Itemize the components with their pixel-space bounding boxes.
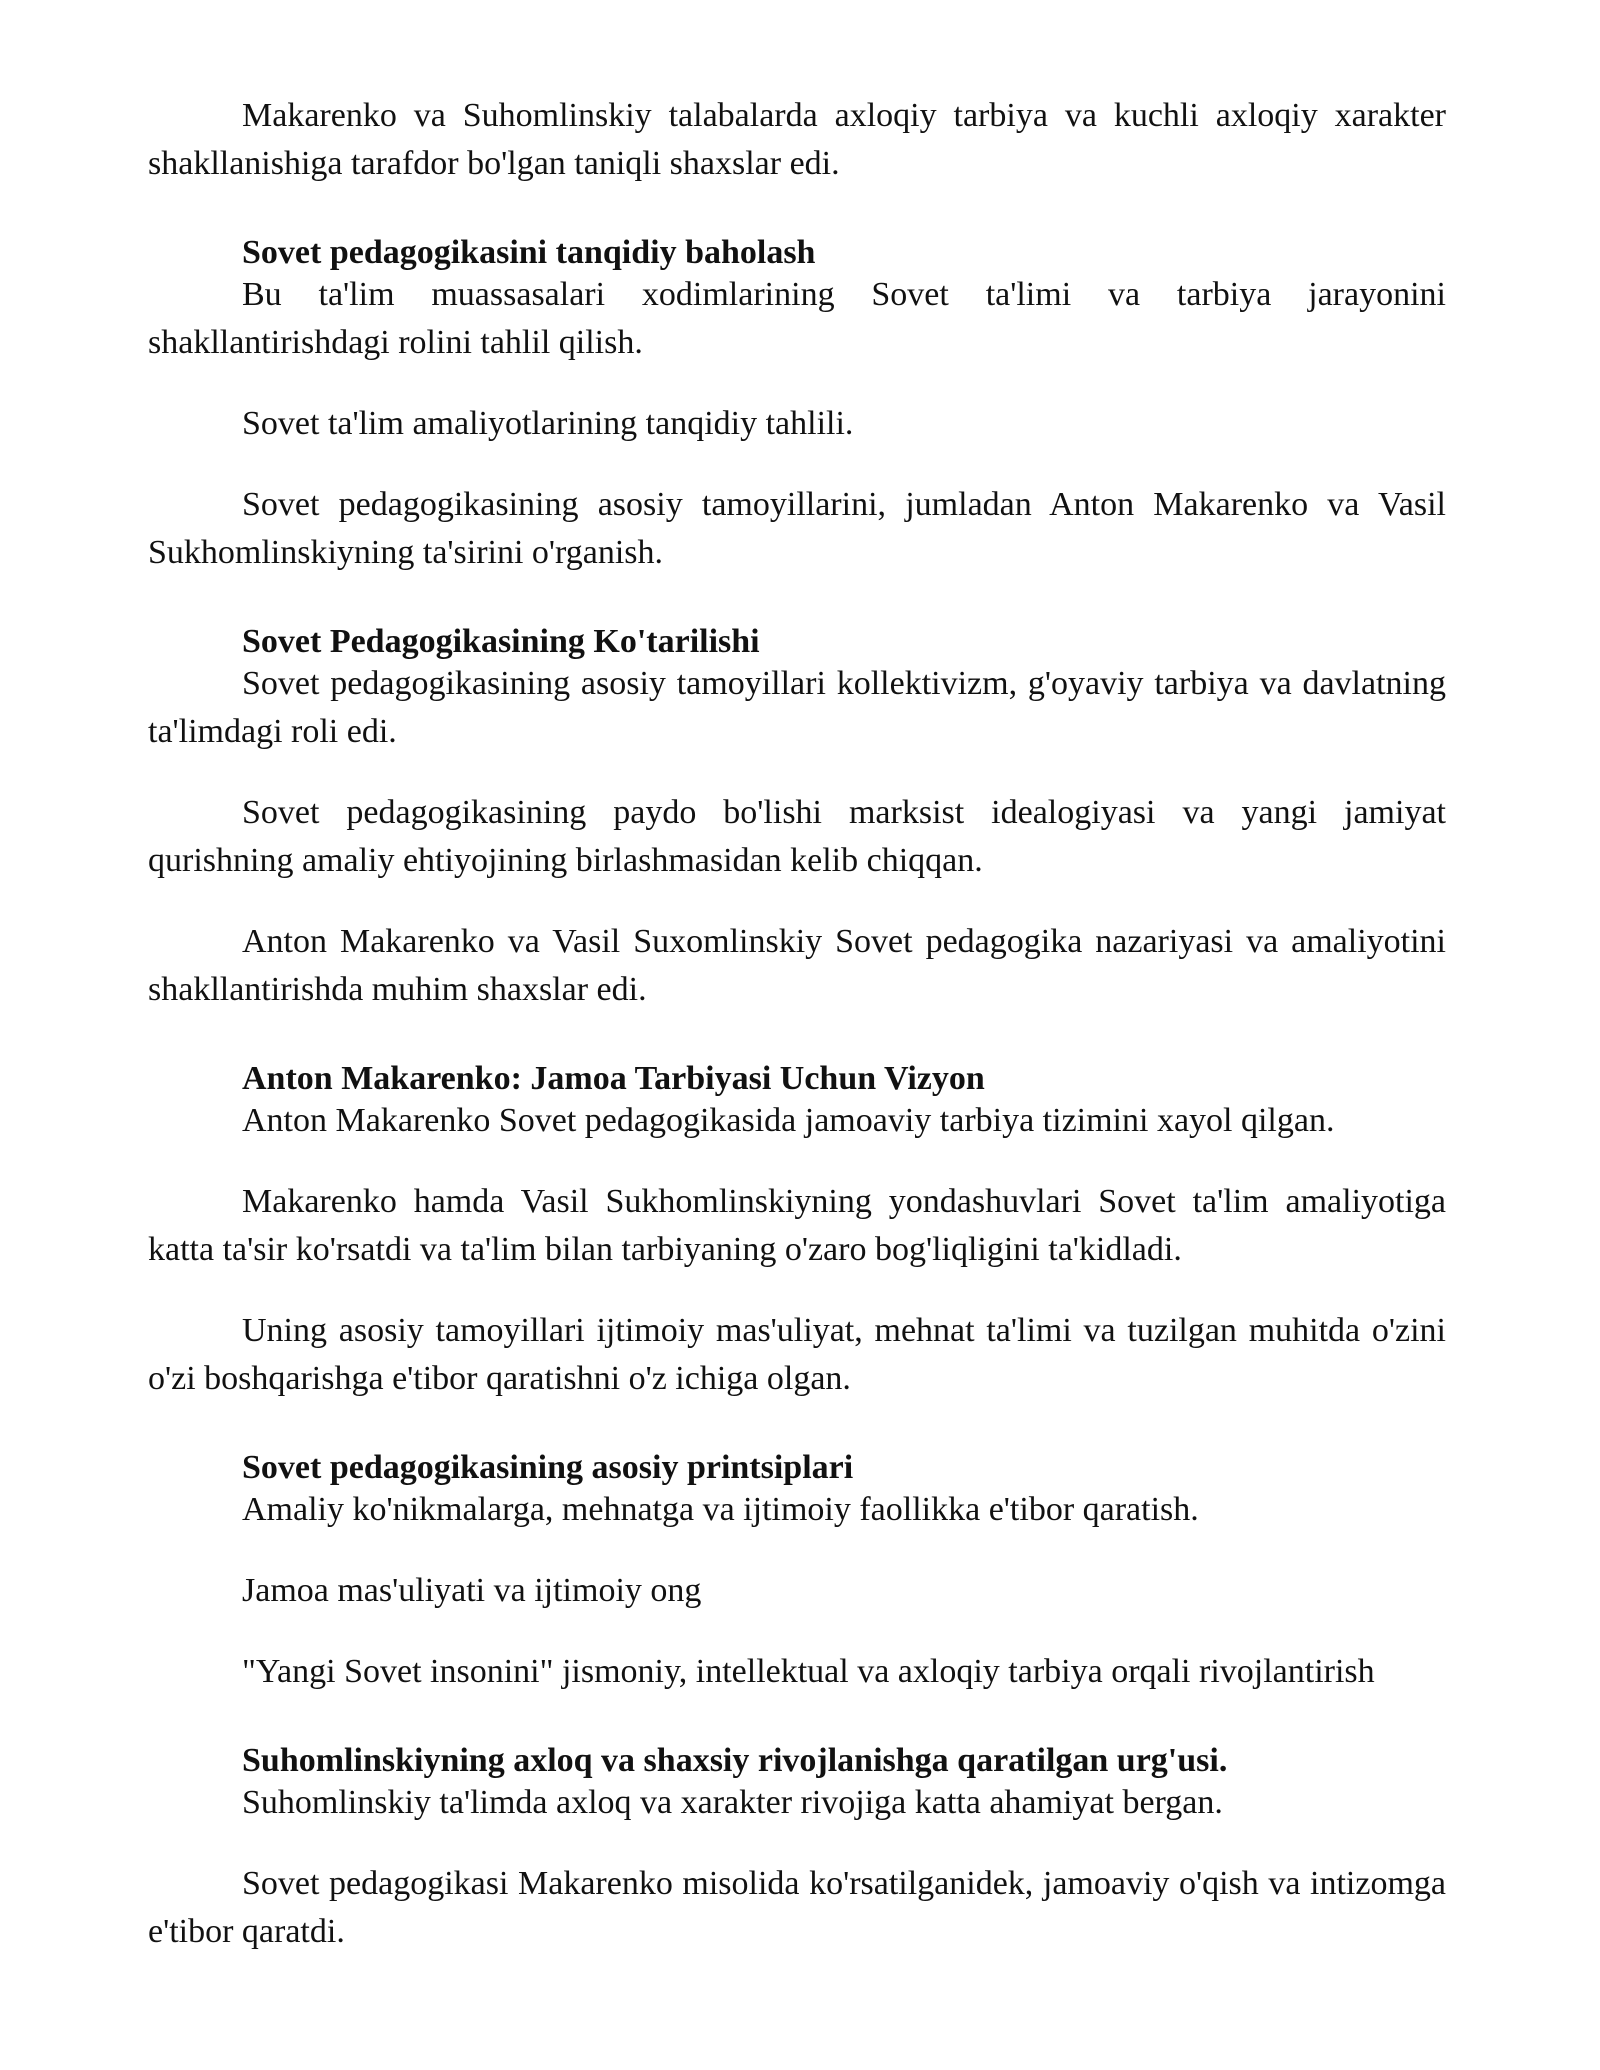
section-heading: Anton Makarenko: Jamoa Tarbiyasi Uchun Vizyon bbox=[242, 1060, 985, 1097]
section-rise-of-soviet-pedagogy bbox=[148, 618, 1446, 1014]
section-key-principles bbox=[148, 1444, 1446, 1696]
paragraph: Anton Makarenko Sovet pedagogikasida jamoaviy tarbiya tizimini xayol qilgan. bbox=[242, 1102, 1335, 1139]
paragraph: Jamoa mas'uliyati va ijtimoiy ong bbox=[242, 1572, 702, 1609]
section-critical-assessment bbox=[148, 229, 1446, 577]
paragraph: Sovet pedagogikasining asosiy tamoyillari kollektivizm, g'oyaviy tarbiya va davlatning ta'limdagi roli edi. bbox=[148, 665, 1446, 750]
section-suhomlinskiy-emphasis bbox=[148, 1737, 1446, 1956]
section-heading: Sovet Pedagogikasining Ko'tarilishi bbox=[242, 623, 760, 660]
intro-paragraph: Makarenko va Suhomlinskiy talabalarda axloqiy tarbiya va kuchli axloqiy xarakter shakllanishiga tarafdor bo'lgan taniqli shaxslar edi. bbox=[148, 97, 1446, 182]
paragraph: Uning asosiy tamoyillari ijtimoiy mas'uliyat, mehnat ta'limi va tuzilgan muhitda o'zini o'zi boshqarishga e'tibor qaratishni o'z ichiga olgan. bbox=[148, 1312, 1446, 1397]
paragraph: "Yangi Sovet insonini" jismoniy, intellektual va axloqiy tarbiya orqali rivojlantirish bbox=[242, 1653, 1375, 1690]
paragraph: Suhomlinskiy ta'limda axloq va xarakter rivojiga katta ahamiyat bergan. bbox=[242, 1784, 1223, 1821]
paragraph: Bu ta'lim muassasalari xodimlarining Sovet ta'limi va tarbiya jarayonini shakllantirishdagi rolini tahlil qilish. bbox=[148, 276, 1446, 361]
section-heading: Sovet pedagogikasini tanqidiy baholash bbox=[242, 234, 816, 271]
section-heading: Sovet pedagogikasining asosiy printsiplari bbox=[242, 1449, 854, 1486]
paragraph: Makarenko hamda Vasil Sukhomlinskiyning yondashuvlari Sovet ta'lim amaliyotiga katta ta'sir ko'rsatdi va ta'lim bilan tarbiyaning o'zaro bog'liqligini ta'kidladi. bbox=[148, 1183, 1446, 1268]
document-page bbox=[148, 92, 1446, 1989]
paragraph: Anton Makarenko va Vasil Suxomlinskiy Sovet pedagogika nazariyasi va amaliyotini shakllantirishda muhim shaxslar edi. bbox=[148, 923, 1446, 1008]
section-heading: Suhomlinskiyning axloq va shaxsiy rivojlanishga qaratilgan urg'usi. bbox=[242, 1742, 1228, 1779]
paragraph: Sovet pedagogikasining asosiy tamoyillarini, jumladan Anton Makarenko va Vasil Sukhomlinskiyning ta'sirini o'rganish. bbox=[148, 486, 1446, 571]
paragraph: Sovet pedagogikasining paydo bo'lishi marksist idealogiyasi va yangi jamiyat qurishning amaliy ehtiyojining birlashmasidan kelib chiqqan. bbox=[148, 794, 1446, 879]
paragraph: Sovet ta'lim amaliyotlarining tanqidiy tahlili. bbox=[242, 405, 854, 442]
paragraph: Sovet pedagogikasi Makarenko misolida ko'rsatilganidek, jamoaviy o'qish va intizomga e'tibor qaratdi. bbox=[148, 1865, 1446, 1950]
paragraph: Amaliy ko'nikmalarga, mehnatga va ijtimoiy faollikka e'tibor qaratish. bbox=[242, 1491, 1199, 1528]
section-makarenko-vision bbox=[148, 1055, 1446, 1403]
